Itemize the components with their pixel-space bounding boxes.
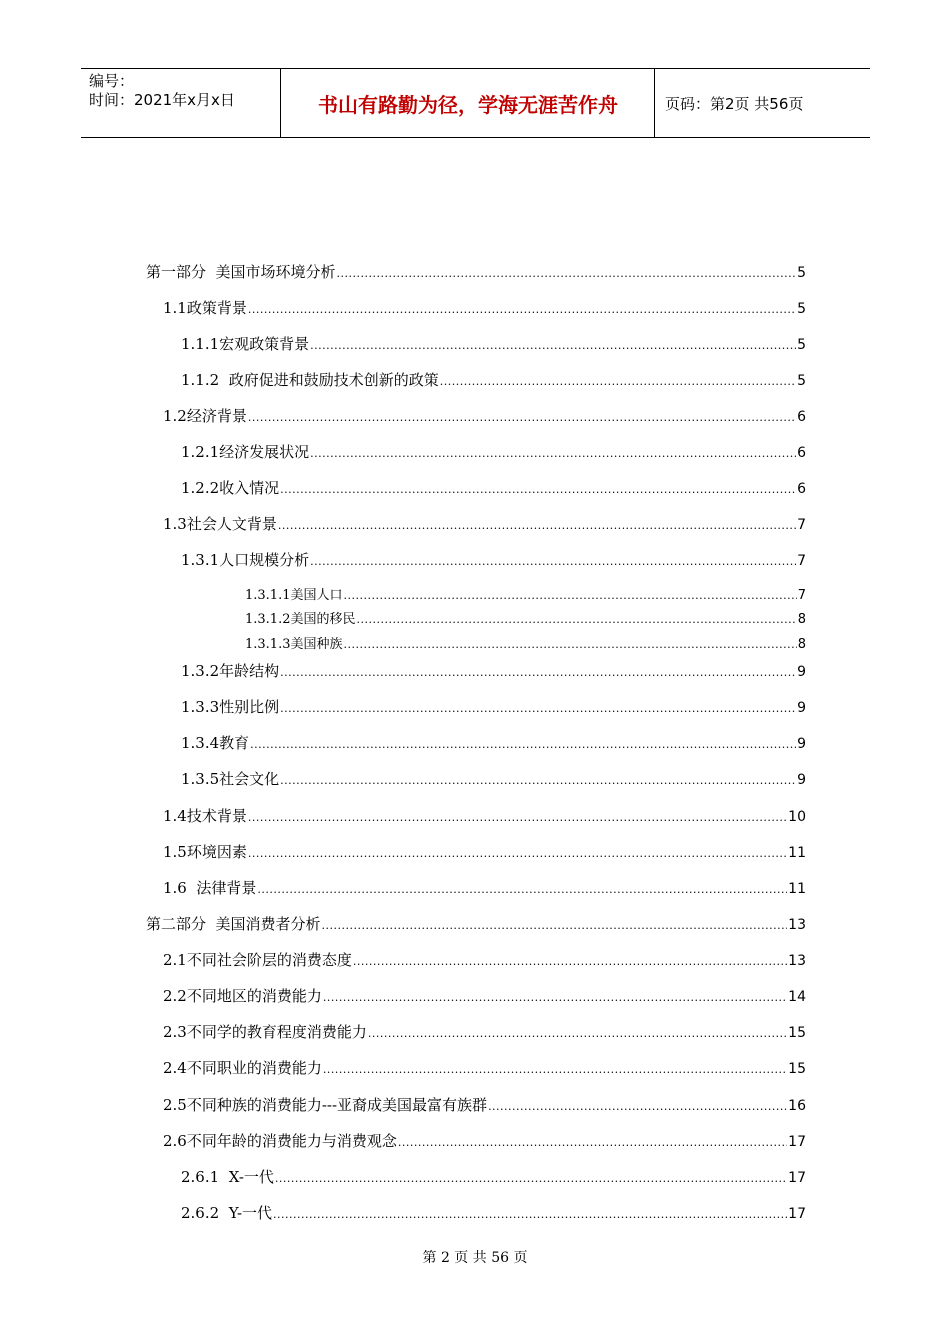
toc-entry-page-number: 6 xyxy=(797,409,806,425)
toc-entry-label: 1.3.5社会文化 xyxy=(181,770,280,788)
toc-entry[interactable] xyxy=(163,1131,806,1153)
toc-entry[interactable] xyxy=(163,298,806,320)
toc-dot-leader xyxy=(280,697,796,719)
toc-dot-leader xyxy=(248,842,787,864)
toc-dot-leader xyxy=(488,1095,787,1117)
toc-entry[interactable] xyxy=(163,878,806,900)
toc-entry-page-number: 5 xyxy=(797,301,806,317)
toc-entry-label: 1.6 法律背景 xyxy=(163,879,257,897)
toc-entry-label: 2.6不同年龄的消费能力与消费观念 xyxy=(163,1132,397,1150)
toc-entry[interactable] xyxy=(181,733,806,755)
toc-dot-leader xyxy=(280,769,796,791)
toc-entry-label: 1.1.1宏观政策背景 xyxy=(181,335,310,353)
toc-entry[interactable] xyxy=(181,478,806,500)
toc-entry[interactable] xyxy=(181,697,806,719)
toc-entry-page-number: 15 xyxy=(788,1025,806,1041)
toc-entry[interactable] xyxy=(163,514,806,536)
toc-entry-page-number: 15 xyxy=(788,1061,806,1077)
toc-entry-label: 1.3.1.3美国种族 xyxy=(245,637,343,652)
toc-entry-page-number: 17 xyxy=(788,1206,806,1222)
toc-dot-leader xyxy=(353,950,787,972)
toc-entry-page-number: 7 xyxy=(797,517,806,533)
toc-entry[interactable] xyxy=(181,442,806,464)
toc-entry-page-number: 9 xyxy=(797,700,806,716)
toc-entry-label: 2.5不同种族的消费能力---亚裔成美国最富有族群 xyxy=(163,1096,488,1114)
toc-dot-leader xyxy=(257,878,787,900)
toc-dot-leader xyxy=(280,661,796,683)
toc-entry-label: 1.2经济背景 xyxy=(163,407,247,425)
toc-dot-leader xyxy=(278,514,796,536)
toc-entry-page-number: 9 xyxy=(797,772,806,788)
toc-entry-label: 2.4不同职业的消费能力 xyxy=(163,1059,322,1077)
toc-entry-label: 第二部分 美国消费者分析 xyxy=(146,915,321,933)
header-time-label: 时间：2021年x月x日 xyxy=(89,91,235,109)
toc-entry[interactable] xyxy=(181,1203,806,1225)
toc-dot-leader xyxy=(280,478,796,500)
toc-entry-page-number: 14 xyxy=(788,989,806,1005)
toc-entry[interactable] xyxy=(163,1058,806,1080)
toc-entry-page-number: 5 xyxy=(797,265,806,281)
header-motto: 书山有路勤为径，学海无涯苦作舟 xyxy=(282,69,655,137)
toc-entry-label: 2.3不同学的教育程度消费能力 xyxy=(163,1023,367,1041)
toc-entry-page-number: 13 xyxy=(788,953,806,969)
toc-entry-label: 1.3.1人口规模分析 xyxy=(181,551,310,569)
toc-entry-label: 1.2.1经济发展状况 xyxy=(181,443,310,461)
toc-entry[interactable] xyxy=(163,986,806,1008)
header-meta xyxy=(81,69,281,137)
toc-dot-leader xyxy=(368,1022,787,1044)
toc-entry[interactable] xyxy=(146,914,806,936)
toc-entry[interactable] xyxy=(181,661,806,683)
toc-dot-leader xyxy=(250,733,796,755)
toc-entry[interactable] xyxy=(181,334,806,356)
toc-entry[interactable] xyxy=(163,406,806,428)
toc-entry[interactable] xyxy=(245,588,806,604)
toc-entry[interactable] xyxy=(163,1022,806,1044)
toc-entry-label: 2.1不同社会阶层的消费态度 xyxy=(163,951,352,969)
toc-entry-page-number: 6 xyxy=(797,481,806,497)
toc-entry[interactable] xyxy=(163,806,806,828)
toc-entry-page-number: 7 xyxy=(797,553,806,569)
toc-entry-page-number: 17 xyxy=(788,1170,806,1186)
toc-entry-label: 1.4技术背景 xyxy=(163,807,247,825)
toc-dot-leader xyxy=(343,588,796,604)
toc-entry[interactable] xyxy=(163,1095,806,1117)
toc-entry[interactable] xyxy=(163,842,806,864)
toc-entry-page-number: 11 xyxy=(788,845,806,861)
toc-entry-page-number: 10 xyxy=(788,809,806,825)
toc-dot-leader xyxy=(273,1203,787,1225)
toc-entry-page-number: 7 xyxy=(797,588,806,603)
toc-dot-leader xyxy=(310,334,796,356)
toc-entry-label: 2.2不同地区的消费能力 xyxy=(163,987,322,1005)
toc-dot-leader xyxy=(322,914,788,936)
toc-dot-leader xyxy=(356,612,796,628)
toc-entry-page-number: 5 xyxy=(797,337,806,353)
toc-entry-page-number: 9 xyxy=(797,736,806,752)
toc-dot-leader xyxy=(337,262,797,284)
toc-entry-label: 1.1政策背景 xyxy=(163,299,247,317)
toc-entry-page-number: 8 xyxy=(797,612,806,627)
toc-entry-label: 第一部分 美国市场环境分析 xyxy=(146,263,336,281)
toc-entry-label: 1.3.1.2美国的移民 xyxy=(245,612,356,627)
toc-dot-leader xyxy=(323,1058,787,1080)
toc-entry-page-number: 13 xyxy=(788,917,806,933)
toc-entry-page-number: 9 xyxy=(797,664,806,680)
toc-entry-label: 1.3社会人文背景 xyxy=(163,515,277,533)
toc-entry-label: 1.5环境因素 xyxy=(163,843,247,861)
toc-entry[interactable] xyxy=(245,637,806,653)
toc-entry-label: 1.3.1.1美国人口 xyxy=(245,588,343,603)
toc-entry-label: 2.6.2 Y-一代 xyxy=(181,1204,273,1222)
toc-entry-label: 1.3.4教育 xyxy=(181,734,250,752)
toc-dot-leader xyxy=(398,1131,787,1153)
toc-entry-page-number: 17 xyxy=(788,1134,806,1150)
toc-entry[interactable] xyxy=(181,1167,806,1189)
toc-dot-leader xyxy=(275,1167,787,1189)
toc-dot-leader xyxy=(323,986,787,1008)
toc-entry-page-number: 11 xyxy=(788,881,806,897)
toc-entry-label: 1.2.2收入情况 xyxy=(181,479,280,497)
toc-dot-leader xyxy=(248,806,787,828)
toc-entry-page-number: 6 xyxy=(797,445,806,461)
toc-dot-leader xyxy=(310,442,796,464)
toc-dot-leader xyxy=(343,637,796,653)
toc-entry-page-number: 8 xyxy=(797,637,806,652)
toc-entry-label: 1.1.2 政府促进和鼓励技术创新的政策 xyxy=(181,371,439,389)
toc-entry-label: 1.3.2年龄结构 xyxy=(181,662,280,680)
toc-dot-leader xyxy=(440,370,796,392)
toc-entry-page-number: 16 xyxy=(788,1098,806,1114)
toc-entry-page-number: 5 xyxy=(797,373,806,389)
header-page-info: 页码：第2页 共56页 xyxy=(665,94,804,113)
document-header xyxy=(81,68,870,138)
toc-entry[interactable] xyxy=(181,769,806,791)
toc-entry-label: 1.3.3性别比例 xyxy=(181,698,280,716)
toc-entry[interactable] xyxy=(245,612,806,628)
header-number-label: 编号： xyxy=(89,72,135,90)
toc-entry[interactable] xyxy=(181,370,806,392)
toc-dot-leader xyxy=(310,550,796,572)
toc-dot-leader xyxy=(248,298,796,320)
page-footer: 第 2 页 共 56 页 xyxy=(422,1250,528,1266)
toc-dot-leader xyxy=(248,406,796,428)
toc-entry[interactable] xyxy=(163,950,806,972)
toc-entry-label: 2.6.1 X-一代 xyxy=(181,1168,274,1186)
toc-entry[interactable] xyxy=(146,262,806,284)
toc-entry[interactable] xyxy=(181,550,806,572)
